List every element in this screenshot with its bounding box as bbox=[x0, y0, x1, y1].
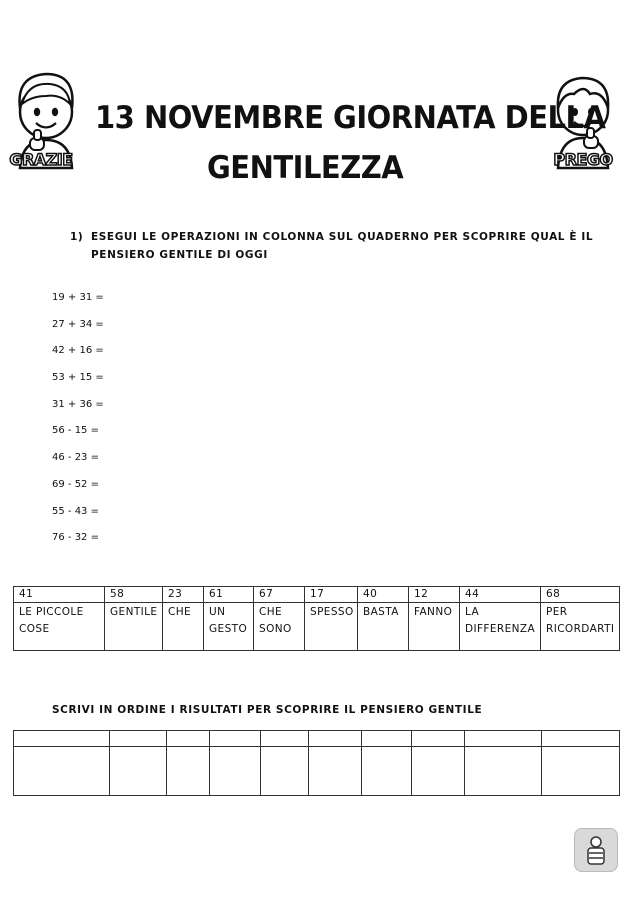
answer-number-cell[interactable] bbox=[412, 731, 465, 747]
key-word-line: GENTILE bbox=[110, 606, 158, 618]
answer-number-cell[interactable] bbox=[110, 731, 167, 747]
key-number-row bbox=[14, 587, 620, 603]
key-word-cell bbox=[204, 603, 254, 651]
key-word-cell bbox=[409, 603, 460, 651]
key-number-cell: 67 bbox=[254, 587, 305, 603]
operation-item: 27 + 34 = bbox=[52, 318, 104, 330]
key-word-line: BASTA bbox=[363, 606, 399, 618]
answer-word-cell[interactable] bbox=[412, 747, 465, 796]
answer-word-cell[interactable] bbox=[110, 747, 167, 796]
operation-item: 76 - 32 = bbox=[52, 532, 99, 544]
answer-instruction: SCRIVI IN ORDINE I RISULTATI PER SCOPRIRE IL PENSIERO GENTILE bbox=[52, 704, 483, 716]
operation-item: 53 + 15 = bbox=[52, 372, 104, 384]
answer-word-cell[interactable] bbox=[210, 747, 261, 796]
instruction-line-2: PENSIERO GENTILE DI OGGI bbox=[91, 249, 268, 261]
key-number-cell: 41 bbox=[14, 587, 105, 603]
answer-number-row bbox=[14, 731, 620, 747]
answer-number-cell[interactable] bbox=[362, 731, 412, 747]
key-number-cell: 17 bbox=[305, 587, 358, 603]
operation-item: 42 + 16 = bbox=[52, 345, 104, 357]
key-word-line: CHE bbox=[259, 606, 283, 618]
answer-number-cell[interactable] bbox=[309, 731, 362, 747]
key-word-cell bbox=[460, 603, 541, 651]
key-word-cell bbox=[305, 603, 358, 651]
answer-number-cell[interactable] bbox=[542, 731, 620, 747]
answer-number-cell[interactable] bbox=[14, 731, 110, 747]
grazie-badge: GRAZIE bbox=[9, 150, 73, 169]
key-number-cell: 23 bbox=[163, 587, 204, 603]
key-word-line: COSE bbox=[19, 623, 50, 635]
key-number-cell: 44 bbox=[460, 587, 541, 603]
answer-word-cell[interactable] bbox=[309, 747, 362, 796]
answer-number-cell[interactable] bbox=[465, 731, 542, 747]
key-number-cell: 68 bbox=[541, 587, 620, 603]
answer-word-cell[interactable] bbox=[14, 747, 110, 796]
exercise-number: 1) bbox=[70, 231, 84, 243]
answer-number-cell[interactable] bbox=[261, 731, 309, 747]
key-word-cell bbox=[14, 603, 105, 651]
answer-word-cell[interactable] bbox=[261, 747, 309, 796]
key-word-line: FANNO bbox=[414, 606, 453, 618]
answer-word-cell[interactable] bbox=[167, 747, 210, 796]
operation-item: 55 - 43 = bbox=[52, 505, 99, 517]
key-word-cell bbox=[105, 603, 163, 651]
logo-stamp-icon bbox=[574, 828, 618, 872]
answer-word-cell[interactable] bbox=[362, 747, 412, 796]
key-word-cell bbox=[163, 603, 204, 651]
key-word-line: SONO bbox=[259, 623, 292, 635]
operation-item: 19 + 31 = bbox=[52, 292, 104, 303]
key-word-row bbox=[14, 603, 620, 651]
answer-number-cell[interactable] bbox=[167, 731, 210, 747]
key-number-cell: 12 bbox=[409, 587, 460, 603]
answer-word-row bbox=[14, 747, 620, 796]
answer-number-cell[interactable] bbox=[210, 731, 261, 747]
operation-item: 31 + 36 = bbox=[52, 398, 104, 410]
answer-word-cell[interactable] bbox=[465, 747, 542, 796]
operations-list bbox=[52, 289, 104, 556]
key-word-line: GESTO bbox=[209, 623, 248, 635]
key-word-cell bbox=[358, 603, 409, 651]
key-word-line: UN bbox=[209, 606, 226, 618]
key-number-cell: 61 bbox=[204, 587, 254, 603]
key-word-line: LA bbox=[465, 606, 480, 618]
key-word-line: CHE bbox=[168, 606, 192, 618]
page-title-line2: GENTILEZZA bbox=[207, 148, 404, 186]
prego-badge: PREGO bbox=[553, 150, 613, 169]
key-number-cell: 40 bbox=[358, 587, 409, 603]
key-word-line: RICORDARTI bbox=[546, 623, 615, 635]
key-word-line: SPESSO bbox=[310, 606, 354, 618]
key-table bbox=[13, 586, 620, 651]
key-word-line: PER bbox=[546, 606, 568, 618]
operation-item: 56 - 15 = bbox=[52, 425, 99, 437]
key-word-cell bbox=[541, 603, 620, 651]
key-word-line: DIFFERENZA bbox=[465, 623, 536, 635]
answer-table bbox=[13, 730, 620, 796]
page-title-line1: 13 NOVEMBRE GIORNATA DELLA bbox=[95, 98, 606, 136]
exercise-instruction bbox=[91, 228, 594, 264]
operation-item: 69 - 52 = bbox=[52, 478, 99, 490]
key-number-cell: 58 bbox=[105, 587, 163, 603]
operation-item: 46 - 23 = bbox=[52, 452, 99, 464]
key-word-cell bbox=[254, 603, 305, 651]
instruction-line-1: ESEGUI LE OPERAZIONI IN COLONNA SUL QUADERNO PER SCOPRIRE QUAL È IL bbox=[91, 231, 594, 243]
answer-word-cell[interactable] bbox=[542, 747, 620, 796]
key-word-line: LE PICCOLE bbox=[19, 606, 84, 618]
